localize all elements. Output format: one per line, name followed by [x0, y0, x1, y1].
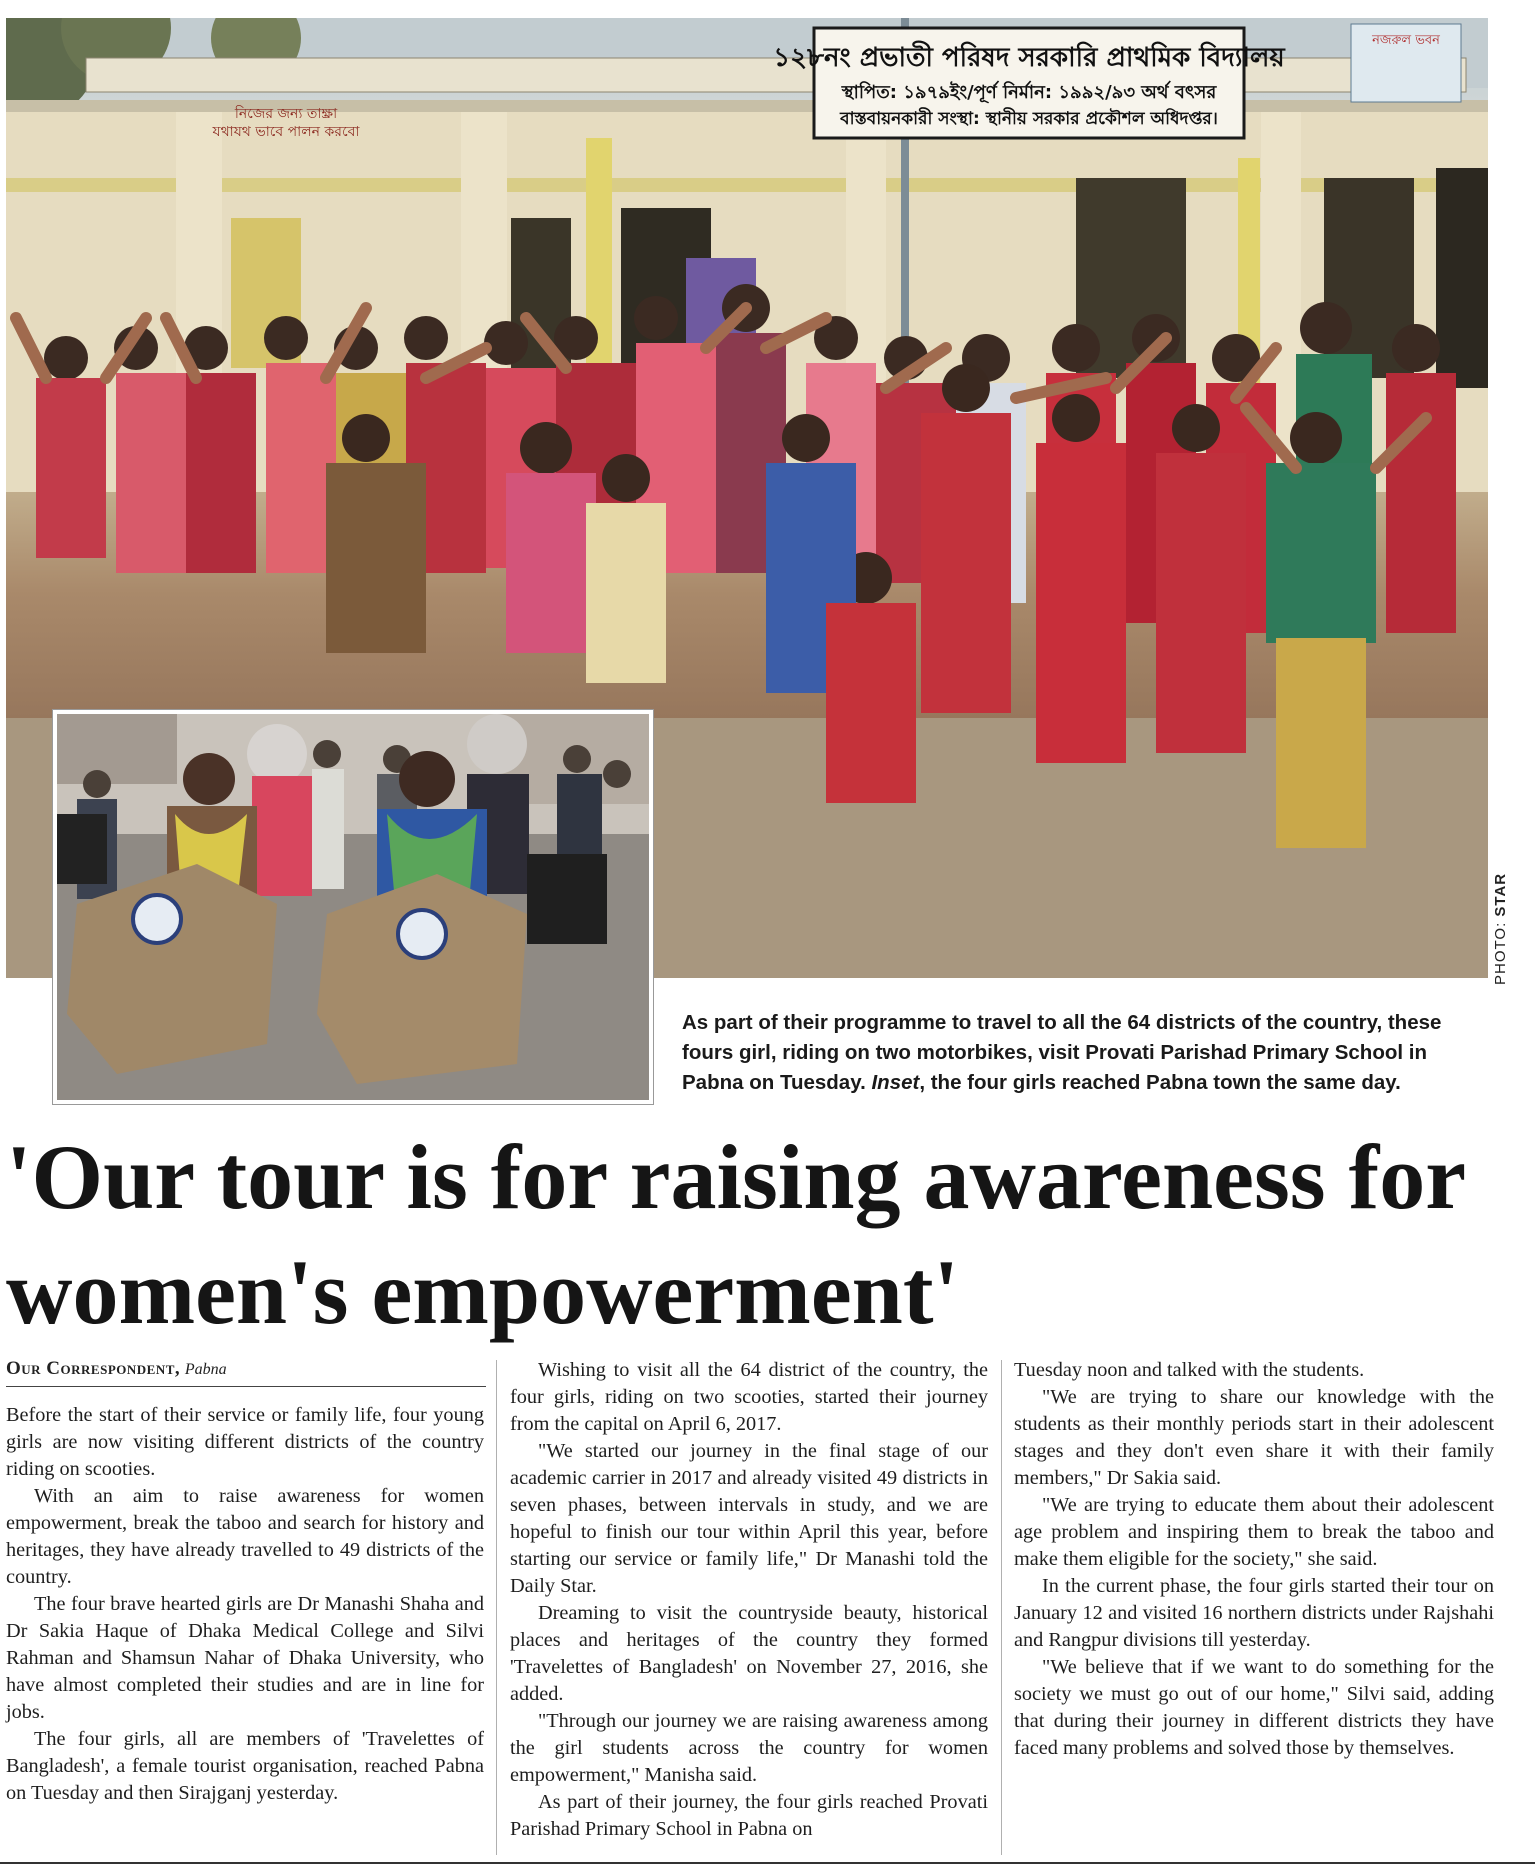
caption-part2: , the four girls reached Pabna town the same day. — [919, 1071, 1401, 1094]
article-column-2 — [510, 1357, 988, 1843]
paragraph: "We are trying to educate them about their adolescent age problem and inspiring them to break the taboo and make them eligible for the society," she said. — [1014, 1494, 1494, 1570]
photo-credit-prefix: PHOTO: — [1492, 921, 1509, 985]
paragraph: "We believe that if we want to do something for the society we must go out of our home," Silvi said, adding that during their journey in different districts they have faced many problems and solved those by themselves. — [1014, 1656, 1494, 1759]
photo-credit-name: STAR — [1492, 872, 1509, 917]
paragraph: "Through our journey we are raising awareness among the girl students across the country for women empowerment," Manisha said. — [510, 1710, 988, 1786]
byline-location: Pabna — [184, 1361, 227, 1378]
paragraph: Tuesday noon and talked with the students. — [1014, 1359, 1365, 1381]
wall-sign-left-line1: নিজের জন্য তাক্ষ্রা — [234, 106, 338, 122]
paragraph: The four girls, all are members of 'Travelettes of Bangladesh', a female tourist organisation, reached Pabna on Tuesday and then Sirajganj yesterday. — [6, 1728, 484, 1804]
bottom-rule — [0, 1862, 1535, 1864]
school-sign-line2: স্থাপিত: ১৯৭৯ইং/পূর্ণ নির্মান: ১৯৯২/৯৩ অর্থ বৎসর — [841, 82, 1217, 103]
paragraph: The four brave hearted girls are Dr Manashi Shaha and Dr Sakia Haque of Dhaka Medical College and Silvi Rahman and Shamsun Nahar of Dhaka University, who have almost completed their studies and are in line for jobs. — [6, 1593, 484, 1723]
byline — [6, 1358, 486, 1387]
paragraph: As part of their journey, the four girls reached Provati Parishad Primary School in Pabna on — [510, 1791, 988, 1840]
article-column-1 — [6, 1402, 484, 1807]
byline-author: Our Correspondent, — [6, 1358, 181, 1379]
article-column-3 — [1014, 1357, 1494, 1762]
school-sign-line1: ১২৮নং প্রভাতী পরিষদ সরকারি প্রাথমিক বিদ্যালয় — [773, 43, 1285, 73]
paragraph: Dreaming to visit the countryside beauty, historical places and heritages of the country they formed 'Travelettes of Bangladesh' on November 27, 2016, she added. — [510, 1602, 988, 1705]
paragraph: Wishing to visit all the 64 district of the country, the four girls, riding on two scooties, started their journey from the capital on April 6, 2017. — [510, 1359, 988, 1435]
caption-inset-word: Inset — [871, 1071, 920, 1094]
school-sign-line3: বাস্তবায়নকারী সংস্থা: স্থানীয় সরকার প্রকৌশল অধিদপ্তর। — [840, 109, 1218, 129]
paragraph: "We started our journey in the final stage of our academic carrier in 2017 and already visited 49 districts in seven phases, between intervals in study, and we are hopeful to finish our tour within April this year, before starting our service or family life," Dr Manashi told the Daily Star. — [510, 1440, 988, 1597]
girls-on-scooters-illustration — [57, 714, 649, 1100]
column-rule-2 — [1001, 1360, 1002, 1855]
caption-part1: As part of their programme to travel to all the 64 districts of the country, these fours girl, riding on two motorbikes, visit Provati Parishad Primary School in Pabna on Tuesday. — [682, 1011, 1442, 1094]
paragraph: "We are trying to share our knowledge with the students as their monthly periods start in their adolescent stages and they don't even share it with their family members," Dr Sakia said. — [1014, 1386, 1494, 1489]
paragraph: With an aim to raise awareness for women empowerment, break the taboo and search for history and heritages, they have already travelled to 49 districts of the country. — [6, 1485, 484, 1588]
photo-credit — [1492, 872, 1512, 985]
board-right-title: নজরুল ভবন — [1372, 33, 1440, 48]
wall-sign-left-line2: যথাযথ ভাবে পালন করবো — [212, 124, 360, 140]
paragraph: In the current phase, the four girls started their tour on January 12 and visited 16 northern districts under Rajshahi and Rangpur divisions till yesterday. — [1014, 1575, 1494, 1651]
photo-caption — [682, 1008, 1482, 1098]
paragraph: Before the start of their service or family life, four young girls are now visiting different districts of the country riding on scooties. — [6, 1404, 484, 1480]
headline: 'Our tour is for raising awareness for women's empowerment' — [6, 1126, 1465, 1343]
inset-photo — [53, 710, 653, 1104]
column-rule-1 — [496, 1360, 497, 1855]
